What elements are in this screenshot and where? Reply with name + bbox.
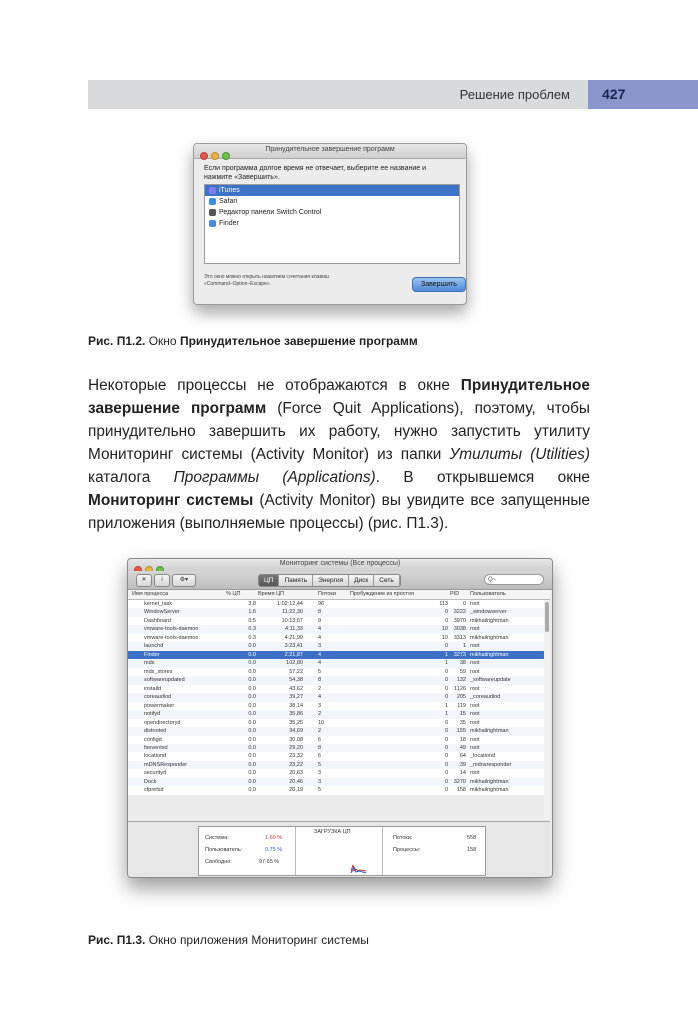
app-name: Редактор панели Switch Control <box>219 209 322 216</box>
table-cell: 0 <box>444 668 448 675</box>
table-cell: 4 <box>318 651 322 658</box>
table-row[interactable] <box>128 778 544 786</box>
table-cell: 1:02:12,44 <box>277 601 303 607</box>
processes-label: Процессы: <box>393 847 421 853</box>
table-cell: root <box>470 643 480 650</box>
table-cell: 0.0 <box>248 668 256 675</box>
table-cell: 11:22,30 <box>281 609 303 616</box>
table-cell: 113 <box>439 601 448 607</box>
table-row[interactable] <box>128 719 544 727</box>
table-cell: 0 <box>444 778 448 785</box>
activity-monitor-title: Мониторинг системы (Все процессы) <box>279 560 401 567</box>
scroll-thumb[interactable] <box>545 602 549 632</box>
table-cell: 0.0 <box>248 761 256 768</box>
table-cell: 0.3 <box>248 626 256 633</box>
table-cell: opendirectoryd <box>144 719 181 726</box>
table-cell: 38,14 <box>289 702 303 709</box>
table-cell: 1 <box>444 651 448 658</box>
table-cell: 14 <box>459 770 466 777</box>
table-cell: 10 <box>441 626 448 633</box>
toolbar <box>128 571 552 590</box>
table-row[interactable] <box>128 600 544 608</box>
table-cell: Dock <box>144 778 157 785</box>
table-cell: 0.0 <box>248 787 256 794</box>
text: (Activity Monitor) вы увидите все запущенные приложения (выполняемые процессы) (рис. П1.3). <box>88 492 590 532</box>
italic-text: Утилиты (Utilities) <box>449 446 590 463</box>
table-cell: Finder <box>144 651 160 658</box>
table-cell: mds <box>144 660 155 667</box>
table-cell: 119 <box>457 702 466 709</box>
table-cell: 1.6 <box>248 609 256 616</box>
table-cell: 0.0 <box>248 778 256 785</box>
table-cell: 0 <box>444 609 448 616</box>
zoom-icon[interactable] <box>222 152 230 160</box>
table-row[interactable] <box>128 685 544 693</box>
table-cell: powermaker <box>144 702 175 709</box>
force-quit-message: Если программа долгое время не отвечает, выберите ее название и нажмите «Завершить». <box>204 165 426 181</box>
table-cell: 49 <box>459 744 466 751</box>
table-cell: root <box>470 744 480 751</box>
tab-memory[interactable]: Память <box>279 575 313 586</box>
table-cell: 0 <box>444 617 448 624</box>
caption-label: Рис. П1.3. <box>88 933 146 947</box>
table-cell: root <box>470 770 480 777</box>
activity-monitor-window <box>127 558 553 878</box>
search-input[interactable]: Q~ <box>484 574 544 585</box>
caption-bold: Принудительное завершение программ <box>179 334 418 348</box>
table-cell: 35,86 <box>289 711 303 718</box>
table-row[interactable] <box>128 769 544 777</box>
table-cell: root <box>470 719 480 726</box>
table-cell: 0 <box>444 719 448 726</box>
table-cell: 0.0 <box>248 651 256 658</box>
table-cell: root <box>470 702 480 709</box>
table-cell: 3222 <box>453 609 466 616</box>
section-title: Решение проблем <box>459 87 570 102</box>
table-cell: 4:21,99 <box>284 634 303 641</box>
table-cell: mDNSResponder <box>144 761 188 768</box>
table-cell: 30,08 <box>289 736 303 743</box>
caption-label: Рис. П1.2. <box>88 334 146 348</box>
col-idle-wakeups[interactable]: Пробуждение из простоя <box>350 591 415 597</box>
tab-cpu[interactable]: ЦП <box>259 575 279 586</box>
table-cell: mds_stores <box>144 668 173 675</box>
table-cell: 0 <box>444 736 448 743</box>
table-cell: 3038 <box>453 626 466 633</box>
tab-bar <box>258 574 401 587</box>
table-cell: 0 <box>444 787 448 794</box>
system-label: Система: <box>205 835 229 841</box>
table-row[interactable] <box>128 786 544 794</box>
table-cell: root <box>470 668 480 675</box>
table-cell: 20,63 <box>289 770 303 777</box>
table-cell: notifyd <box>144 711 161 718</box>
table-cell: 4 <box>318 694 322 701</box>
table-cell: 18 <box>459 736 466 743</box>
table-cell: root <box>470 736 480 743</box>
table-cell: 96 <box>318 601 325 607</box>
col-pid[interactable]: PID <box>450 591 460 597</box>
text: (Force Quit Applications), поэтому, чтобы принудительно завершить их работу, нужно запустить утилиту Мониторинг системы (Activity Monitor) из папки <box>88 400 590 463</box>
table-row[interactable] <box>128 617 544 625</box>
table-row[interactable] <box>128 608 544 616</box>
table-cell: 2 <box>318 711 322 718</box>
idle-label: Свободно: <box>205 859 232 865</box>
user-label: Пользователь: <box>205 847 243 853</box>
table-cell: 2 <box>318 685 322 692</box>
table-cell: 0.0 <box>248 770 256 777</box>
page-number-box <box>588 80 698 109</box>
page-number: 427 <box>602 86 626 102</box>
table-cell: WindowServer <box>144 609 180 616</box>
table-row[interactable] <box>128 642 544 650</box>
table-cell: 0 <box>444 685 448 692</box>
cpu-load-graph <box>295 827 383 875</box>
safari-icon <box>209 198 216 205</box>
activity-monitor-titlebar <box>128 559 552 571</box>
table-cell: _windowserver <box>470 609 507 616</box>
table-cell: distnoted <box>144 728 167 735</box>
bold-text: Принудительное завершение программ <box>88 377 590 417</box>
table-cell: 15 <box>459 711 466 718</box>
tab-network[interactable]: Сеть <box>374 575 399 586</box>
app-name: Safari <box>219 198 238 205</box>
table-cell: mikhailrightman <box>470 634 509 641</box>
force-quit-button[interactable]: Завершить <box>412 277 466 292</box>
table-cell: 35,25 <box>289 719 303 726</box>
table-cell: locationd <box>144 753 167 760</box>
table-cell: kernel_task <box>144 601 173 607</box>
table-row[interactable] <box>128 634 544 642</box>
idle-value: 97.65 % <box>259 859 280 865</box>
table-cell: mikhailrightman <box>470 617 509 624</box>
table-cell: configd <box>144 736 162 743</box>
text: каталога <box>88 469 174 486</box>
processes-value: 158 <box>467 847 477 853</box>
table-cell: 158 <box>456 787 466 794</box>
table-cell: 6 <box>318 753 322 760</box>
table-cell: 9 <box>318 617 322 624</box>
caption-text: Окно приложения Мониторинг системы <box>148 933 369 947</box>
col-name[interactable]: Имя процесса <box>132 591 169 597</box>
app-item-safari[interactable] <box>205 196 459 207</box>
table-cell: _mdnsresponder <box>470 761 512 768</box>
table-cell: fseventsd <box>144 744 168 751</box>
stop-process-icon[interactable]: ✕ <box>136 574 152 587</box>
table-cell: 35 <box>459 719 466 726</box>
table-cell: 0.0 <box>248 643 256 650</box>
table-cell: 0.0 <box>248 744 256 751</box>
app-list <box>204 184 460 264</box>
table-row[interactable] <box>128 693 544 701</box>
threads-label: Потоки: <box>393 835 413 841</box>
table-cell: 3970 <box>453 617 466 624</box>
table-cell: securityd <box>144 770 167 777</box>
table-cell: 43,62 <box>289 685 303 692</box>
scrollbar[interactable] <box>544 600 550 820</box>
table-cell: 3 <box>318 643 322 650</box>
user-value: 0.75 % <box>265 847 283 853</box>
cpu-summary-panel <box>128 821 550 878</box>
table-cell: 0.5 <box>248 617 256 624</box>
table-row[interactable] <box>128 727 544 735</box>
table-cell: 0.0 <box>248 711 256 718</box>
app-item-finder[interactable] <box>205 218 459 229</box>
table-cell: _locationd <box>470 753 496 760</box>
col-cpu-percent[interactable]: % ЦП <box>226 591 241 597</box>
itunes-icon <box>209 187 216 194</box>
table-cell: 3 <box>318 702 322 709</box>
table-cell: root <box>470 660 480 667</box>
table-cell: softwareupdated <box>144 677 185 684</box>
table-cell: 3.8 <box>248 601 256 607</box>
table-cell: 54,38 <box>289 677 303 684</box>
table-cell: 0 <box>444 677 448 684</box>
table-cell: 39 <box>459 761 466 768</box>
force-quit-window <box>193 143 467 305</box>
table-cell: 20,46 <box>289 778 303 785</box>
table-cell: _softwareupdate <box>470 677 511 684</box>
info-icon[interactable]: i <box>154 574 170 587</box>
table-row[interactable] <box>128 676 544 684</box>
table-cell: 0 <box>444 770 448 777</box>
table-row[interactable] <box>128 710 544 718</box>
table-cell: 1 <box>444 702 448 709</box>
table-cell: 0.0 <box>248 677 256 684</box>
running-header <box>88 80 588 109</box>
body-paragraph <box>88 374 590 535</box>
text: . В открывшемся окне <box>375 469 590 486</box>
table-row[interactable] <box>128 736 544 744</box>
table-cell: 205 <box>456 694 466 701</box>
italic-text: Программы (Applications) <box>173 469 376 486</box>
table-row[interactable] <box>128 668 544 676</box>
table-cell: 0 <box>444 643 448 650</box>
table-row[interactable] <box>128 744 544 752</box>
table-header <box>128 590 550 600</box>
close-icon[interactable] <box>200 152 208 160</box>
table-cell: 132 <box>456 677 466 684</box>
table-row[interactable] <box>128 761 544 769</box>
bold-text: Мониторинг системы <box>88 492 254 509</box>
table-cell: coreaudiod <box>144 694 172 701</box>
table-cell: installd <box>144 685 162 692</box>
table-cell: 0.0 <box>248 694 256 701</box>
table-cell: 10 <box>318 719 325 726</box>
table-cell: root <box>470 685 480 692</box>
table-cell: 0 <box>444 728 448 735</box>
table-row[interactable] <box>128 702 544 710</box>
table-cell: 29,20 <box>289 744 303 751</box>
table-cell: 0.0 <box>248 728 256 735</box>
graph-label: ЗАГРУЗКА ЦП <box>314 829 351 835</box>
table-cell: 0 <box>444 694 448 701</box>
table-cell: mikhailrightman <box>470 778 509 785</box>
table-row[interactable] <box>128 651 544 659</box>
table-cell: 155 <box>456 728 466 735</box>
table-cell: Dashboard <box>144 617 171 624</box>
threads-value: 558 <box>467 835 477 841</box>
table-cell: 4:11,33 <box>285 626 303 633</box>
table-cell: mikhailrightman <box>470 728 509 735</box>
system-value: 1.60 % <box>265 835 283 841</box>
table-row[interactable] <box>128 625 544 633</box>
table-cell: 3273 <box>453 651 466 658</box>
table-cell: 0 <box>462 601 466 607</box>
table-cell: 5 <box>318 787 322 794</box>
finder-icon <box>209 220 216 227</box>
switch-control-icon <box>209 209 216 216</box>
col-cpu-time[interactable]: Время ЦП <box>258 591 285 597</box>
force-quit-hint: Это окно можно открыть нажатием сочетания клавиш «Command–Option–Escape». <box>204 274 329 287</box>
table-cell: 34,69 <box>289 728 303 735</box>
table-cell: 39,27 <box>289 694 303 701</box>
table-cell: 3313 <box>453 634 466 641</box>
table-cell: 4 <box>318 660 322 667</box>
table-cell: 0 <box>444 753 448 760</box>
table-cell: 64 <box>459 753 466 760</box>
table-cell: launchd <box>144 643 164 650</box>
table-cell: 23,32 <box>289 753 303 760</box>
table-cell: _coreaudiod <box>470 694 501 701</box>
caption-text: Окно <box>148 334 177 348</box>
table-cell: vmware-tools-daemon <box>144 634 199 641</box>
table-cell: 3 <box>318 770 322 777</box>
table-cell: 2 <box>318 728 322 735</box>
col-user[interactable]: Пользователь <box>470 591 506 597</box>
table-cell: 0.0 <box>248 753 256 760</box>
table-cell: 0.0 <box>248 719 256 726</box>
app-name: Finder <box>219 220 239 227</box>
table-cell: 8 <box>318 609 322 616</box>
figure-caption-2 <box>88 933 369 947</box>
table-row[interactable] <box>128 659 544 667</box>
col-threads[interactable]: Потоки <box>318 591 336 597</box>
table-cell: mikhailrightman <box>470 787 509 794</box>
force-quit-titlebar <box>194 144 466 159</box>
minimize-icon[interactable] <box>211 152 219 160</box>
table-cell: 0.0 <box>248 736 256 743</box>
table-cell: 5 <box>318 761 322 768</box>
table-cell: cfprefsd <box>144 787 164 794</box>
table-cell: 1 <box>444 711 448 718</box>
table-cell: root <box>470 601 480 607</box>
table-cell: 0.3 <box>248 634 256 641</box>
table-cell: 3 <box>318 778 322 785</box>
force-quit-title: Принудительное завершение программ <box>265 146 395 153</box>
app-name: iTunes <box>219 187 240 194</box>
table-cell: 0.0 <box>248 660 256 667</box>
table-cell: 0.0 <box>248 702 256 709</box>
app-item-itunes[interactable] <box>205 185 459 196</box>
table-cell: 0.0 <box>248 685 256 692</box>
table-row[interactable] <box>128 752 544 760</box>
table-cell: 1126 <box>454 685 466 692</box>
table-cell: 3270 <box>453 778 466 785</box>
table-cell: 0 <box>444 761 448 768</box>
figure-caption-1 <box>88 334 418 348</box>
table-cell: 5 <box>318 668 322 675</box>
table-cell: 10 <box>441 634 448 641</box>
table-cell: 3:23,41 <box>284 643 303 650</box>
cpu-stats <box>198 826 486 876</box>
text: Некоторые процессы не отображаются в окне <box>88 377 461 394</box>
gear-icon[interactable]: ⚙▾ <box>172 574 196 587</box>
table-cell: 57,22 <box>289 668 303 675</box>
table-cell: 10:13,67 <box>281 617 303 624</box>
table-cell: 8 <box>318 744 322 751</box>
tab-energy[interactable]: Энергия <box>313 575 349 586</box>
table-cell: vmware-tools-daemon <box>144 626 199 633</box>
app-item-switch-control[interactable] <box>205 207 459 218</box>
table-cell: 38 <box>459 660 466 667</box>
table-cell: mikhailrightman <box>470 651 509 658</box>
table-cell: 8 <box>318 677 322 684</box>
table-cell: 1 <box>462 643 466 650</box>
table-cell: 0 <box>444 744 448 751</box>
tab-disk[interactable]: Диск <box>349 575 374 586</box>
table-cell: 59 <box>459 668 466 675</box>
table-cell: 4 <box>318 634 322 641</box>
table-cell: 23,22 <box>289 761 303 768</box>
table-cell: 2:21,87 <box>284 651 303 658</box>
process-table <box>128 600 544 820</box>
table-cell: 1 <box>444 660 448 667</box>
table-cell: 102,80 <box>286 660 303 667</box>
table-cell: root <box>470 626 480 633</box>
table-cell: 6 <box>318 736 322 743</box>
table-cell: 4 <box>318 626 322 633</box>
table-cell: 20,19 <box>289 787 303 794</box>
table-cell: root <box>470 711 480 718</box>
